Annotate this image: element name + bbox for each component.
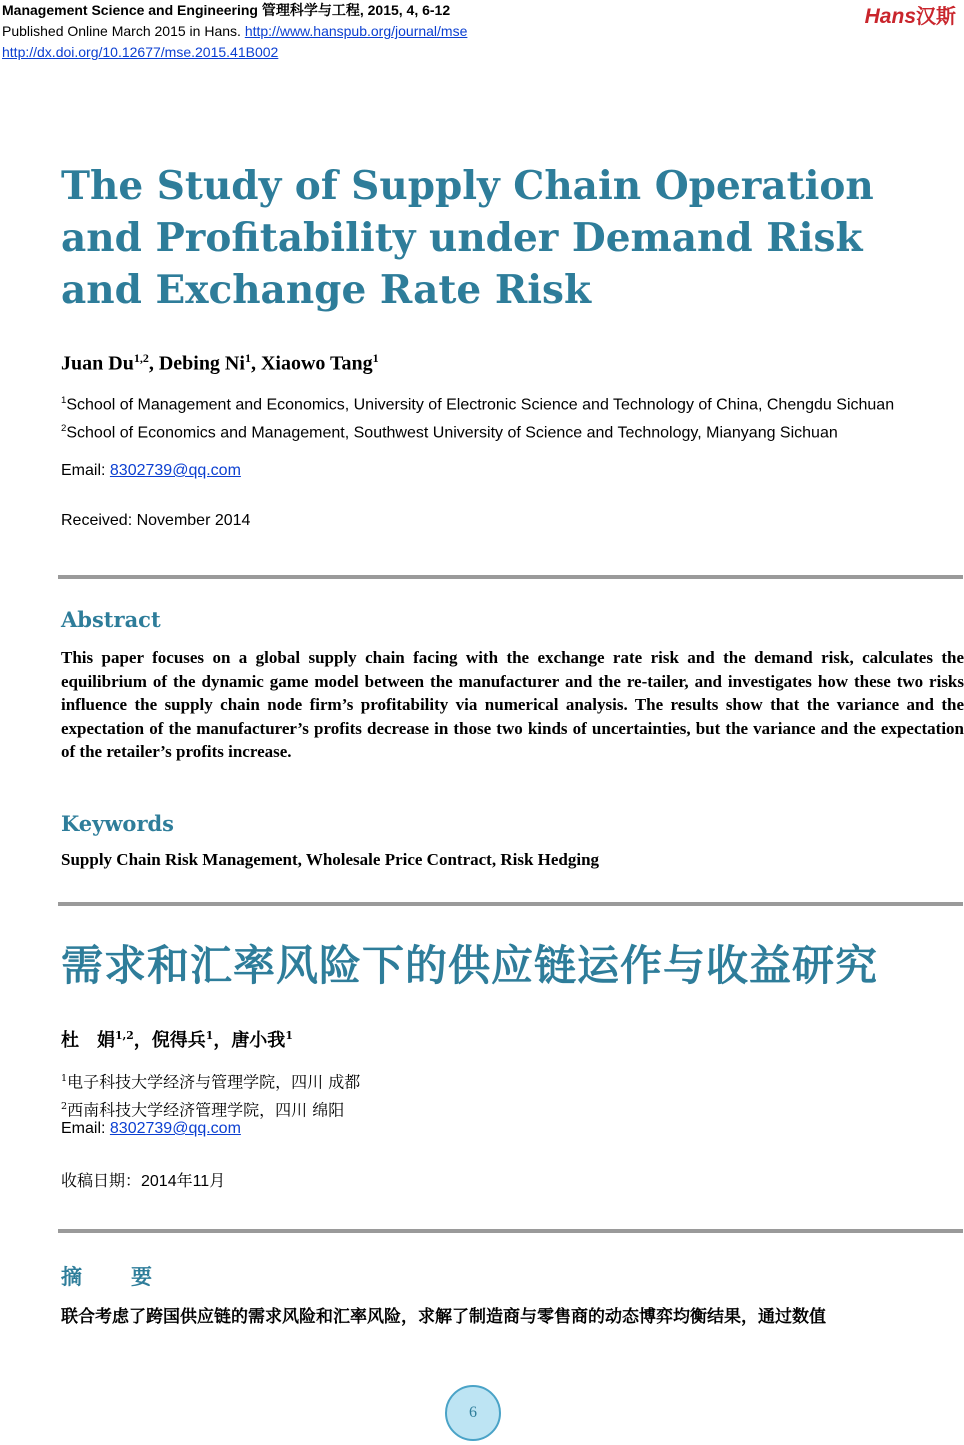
section-divider (58, 575, 963, 579)
running-header (2, 0, 467, 63)
keywords-en: Supply Chain Risk Management, Wholesale Price Contract, Risk Hedging (61, 850, 600, 869)
section-divider (58, 1229, 963, 1233)
affiliation-mark: 2 (61, 423, 67, 435)
author-name: 杜 娟 (61, 1030, 115, 1051)
author-affiliation-mark: 1 (244, 351, 251, 365)
affiliation-item (61, 1094, 360, 1122)
affiliation-item (61, 389, 951, 417)
section-divider (58, 902, 963, 906)
affiliation-item (61, 1066, 360, 1094)
affiliation-text: 电子科技大学经济与管理学院，四川 成都 (67, 1072, 361, 1092)
paper-title-cn: 需求和汇率风险下的供应链运作与收益研究 (61, 942, 879, 989)
author-affiliation-mark: 1,2 (133, 351, 149, 365)
author-affiliation-mark: 1 (372, 351, 379, 365)
abstract-en: This paper focuses on a global supply chain facing with the exchange rate risk and the demand risk, calculates the equilibrium of the dynamic game model between the manufacturer and the re-tailer, and investigates how these two risks influence the supply chain node firm’s profitability via numerical analysis. The results show that the variance and the expectation of the manufacturer’s profits decrease in those two kinds of uncertainties, but the variance and the expectation of the retailer’s profits increase. (61, 648, 964, 761)
author-separator: ， (213, 1030, 232, 1051)
published-line: Published Online March 2015 in Hans. http://www.hanspub.org/journal/mse (2, 23, 468, 39)
received-date-cn: 收稿日期：2014年11月 (61, 1173, 226, 1190)
page-number-badge: 6 (445, 1385, 501, 1441)
authors-cn (61, 1026, 293, 1052)
abstract-cn: 联合考虑了跨国供应链的需求风险和汇率风险，求解了制造商与零售商的动态博弈均衡结果，通过数值 (61, 1307, 826, 1326)
author-separator: ， (133, 1030, 152, 1051)
affiliation-text: 西南科技大学经济管理学院，四川 绵阳 (67, 1100, 345, 1120)
author-affiliation-mark: 1 (285, 1029, 293, 1042)
author-affiliation-mark: 1 (205, 1029, 214, 1042)
abstract-heading-cn: 摘 要 (61, 1266, 166, 1289)
affiliation-item (61, 417, 951, 445)
email-line-en: Email: 8302739@qq.com (61, 462, 241, 479)
author-separator: , (148, 352, 159, 375)
author-name: 唐小我 (231, 1030, 286, 1051)
doi-link[interactable]: http://dx.doi.org/10.12677/mse.2015.41B002 (2, 44, 279, 60)
publisher-logo: Hans汉斯 (864, 5, 956, 28)
journal-citation: Management Science and Engineering 管理科学与工程, 2015, 4, 6-12 (2, 2, 451, 18)
author-affiliation-mark: 1,2 (115, 1029, 134, 1042)
email-line-cn: Email: 8302739@qq.com (61, 1120, 241, 1137)
author-name: 倪得兵 (151, 1030, 206, 1051)
email-link-en[interactable]: 8302739@qq.com (109, 462, 241, 479)
author-name: Xiaowo Tang (260, 352, 373, 375)
author-separator: , (250, 352, 261, 375)
author-name: Debing Ni (158, 352, 245, 375)
abstract-heading-en: Abstract (61, 607, 161, 632)
affiliation-text: School of Management and Economics, University of Electronic Science and Technology of China, Chengdu Sichuan (66, 396, 895, 414)
affiliations-cn (61, 1066, 360, 1123)
received-date-en: Received: November 2014 (61, 512, 251, 529)
keywords-heading-en: Keywords (61, 811, 175, 836)
authors-en (61, 351, 379, 376)
email-link-cn[interactable]: 8302739@qq.com (109, 1120, 241, 1137)
paper-title-en: The Study of Supply Chain Operation and Profitability under Demand Risk and Exchange Rate Risk (61, 163, 874, 313)
affiliation-mark: 2 (61, 1101, 68, 1113)
affiliations-en (61, 389, 951, 446)
affiliation-mark: 1 (61, 1073, 68, 1084)
affiliation-text: School of Economics and Management, Southwest University of Science and Technology, Mianyang Sichuan (66, 424, 838, 442)
journal-link[interactable]: http://www.hanspub.org/journal/mse (244, 23, 468, 39)
author-name: Juan Du (61, 352, 134, 375)
affiliation-mark: 1 (61, 395, 67, 406)
